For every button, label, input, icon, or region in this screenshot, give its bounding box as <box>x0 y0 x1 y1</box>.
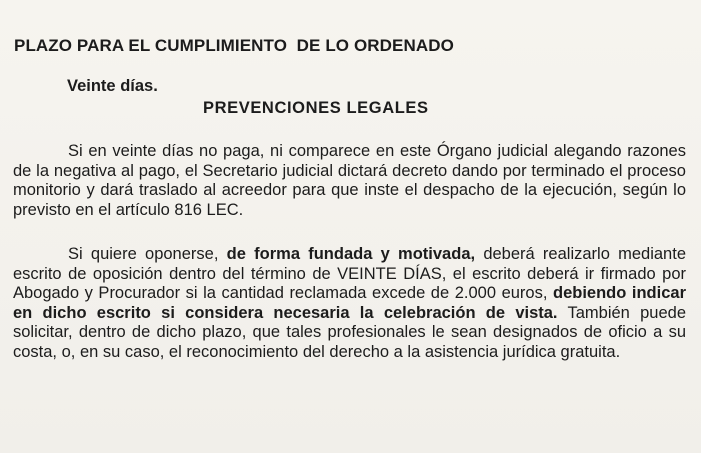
paragraph-2-text-c: También puede solicitar, dentro de dicho plazo, que tales profesionales le sean designados de oficio a su costa, o, en su caso, el reconocimiento del derecho a la asistencia jurídica gratuita. <box>13 303 686 361</box>
paragraph-payment-term <box>13 142 686 220</box>
section-heading: PLAZO PARA EL CUMPLIMIENTO DE LO ORDENADO <box>14 36 454 55</box>
paragraph-2-text-b: deberá realizarlo mediante escrito de oposición dentro del término de VEINTE DÍAS, el escrito deberá ir firmado por Abogado y Procurador si la cantidad reclamada excede de 2.000 euros, <box>13 245 686 303</box>
paragraph-1-text: Si en veinte días no paga, ni comparece en este Órgano judicial alegando razones de la negativa al pago, el Secretario judicial dictará decreto dando por terminado el proceso monitorio y dará traslado al acreedor para que inste el despacho de la ejecución, según lo previsto en el artículo 816 LEC. <box>13 142 686 219</box>
legal-warnings-heading: PREVENCIONES LEGALES <box>203 99 429 117</box>
paragraph-opposition <box>13 245 686 363</box>
paragraph-2-bold-a: de forma fundada y motivada, <box>226 245 476 263</box>
paragraph-2-text-a: Si quiere oponerse, <box>68 245 227 263</box>
paragraph-2-bold-b: debiendo indicar en dicho escrito si considera necesaria la celebración de vista. <box>13 284 686 322</box>
term-text: Veinte días. <box>67 77 158 95</box>
